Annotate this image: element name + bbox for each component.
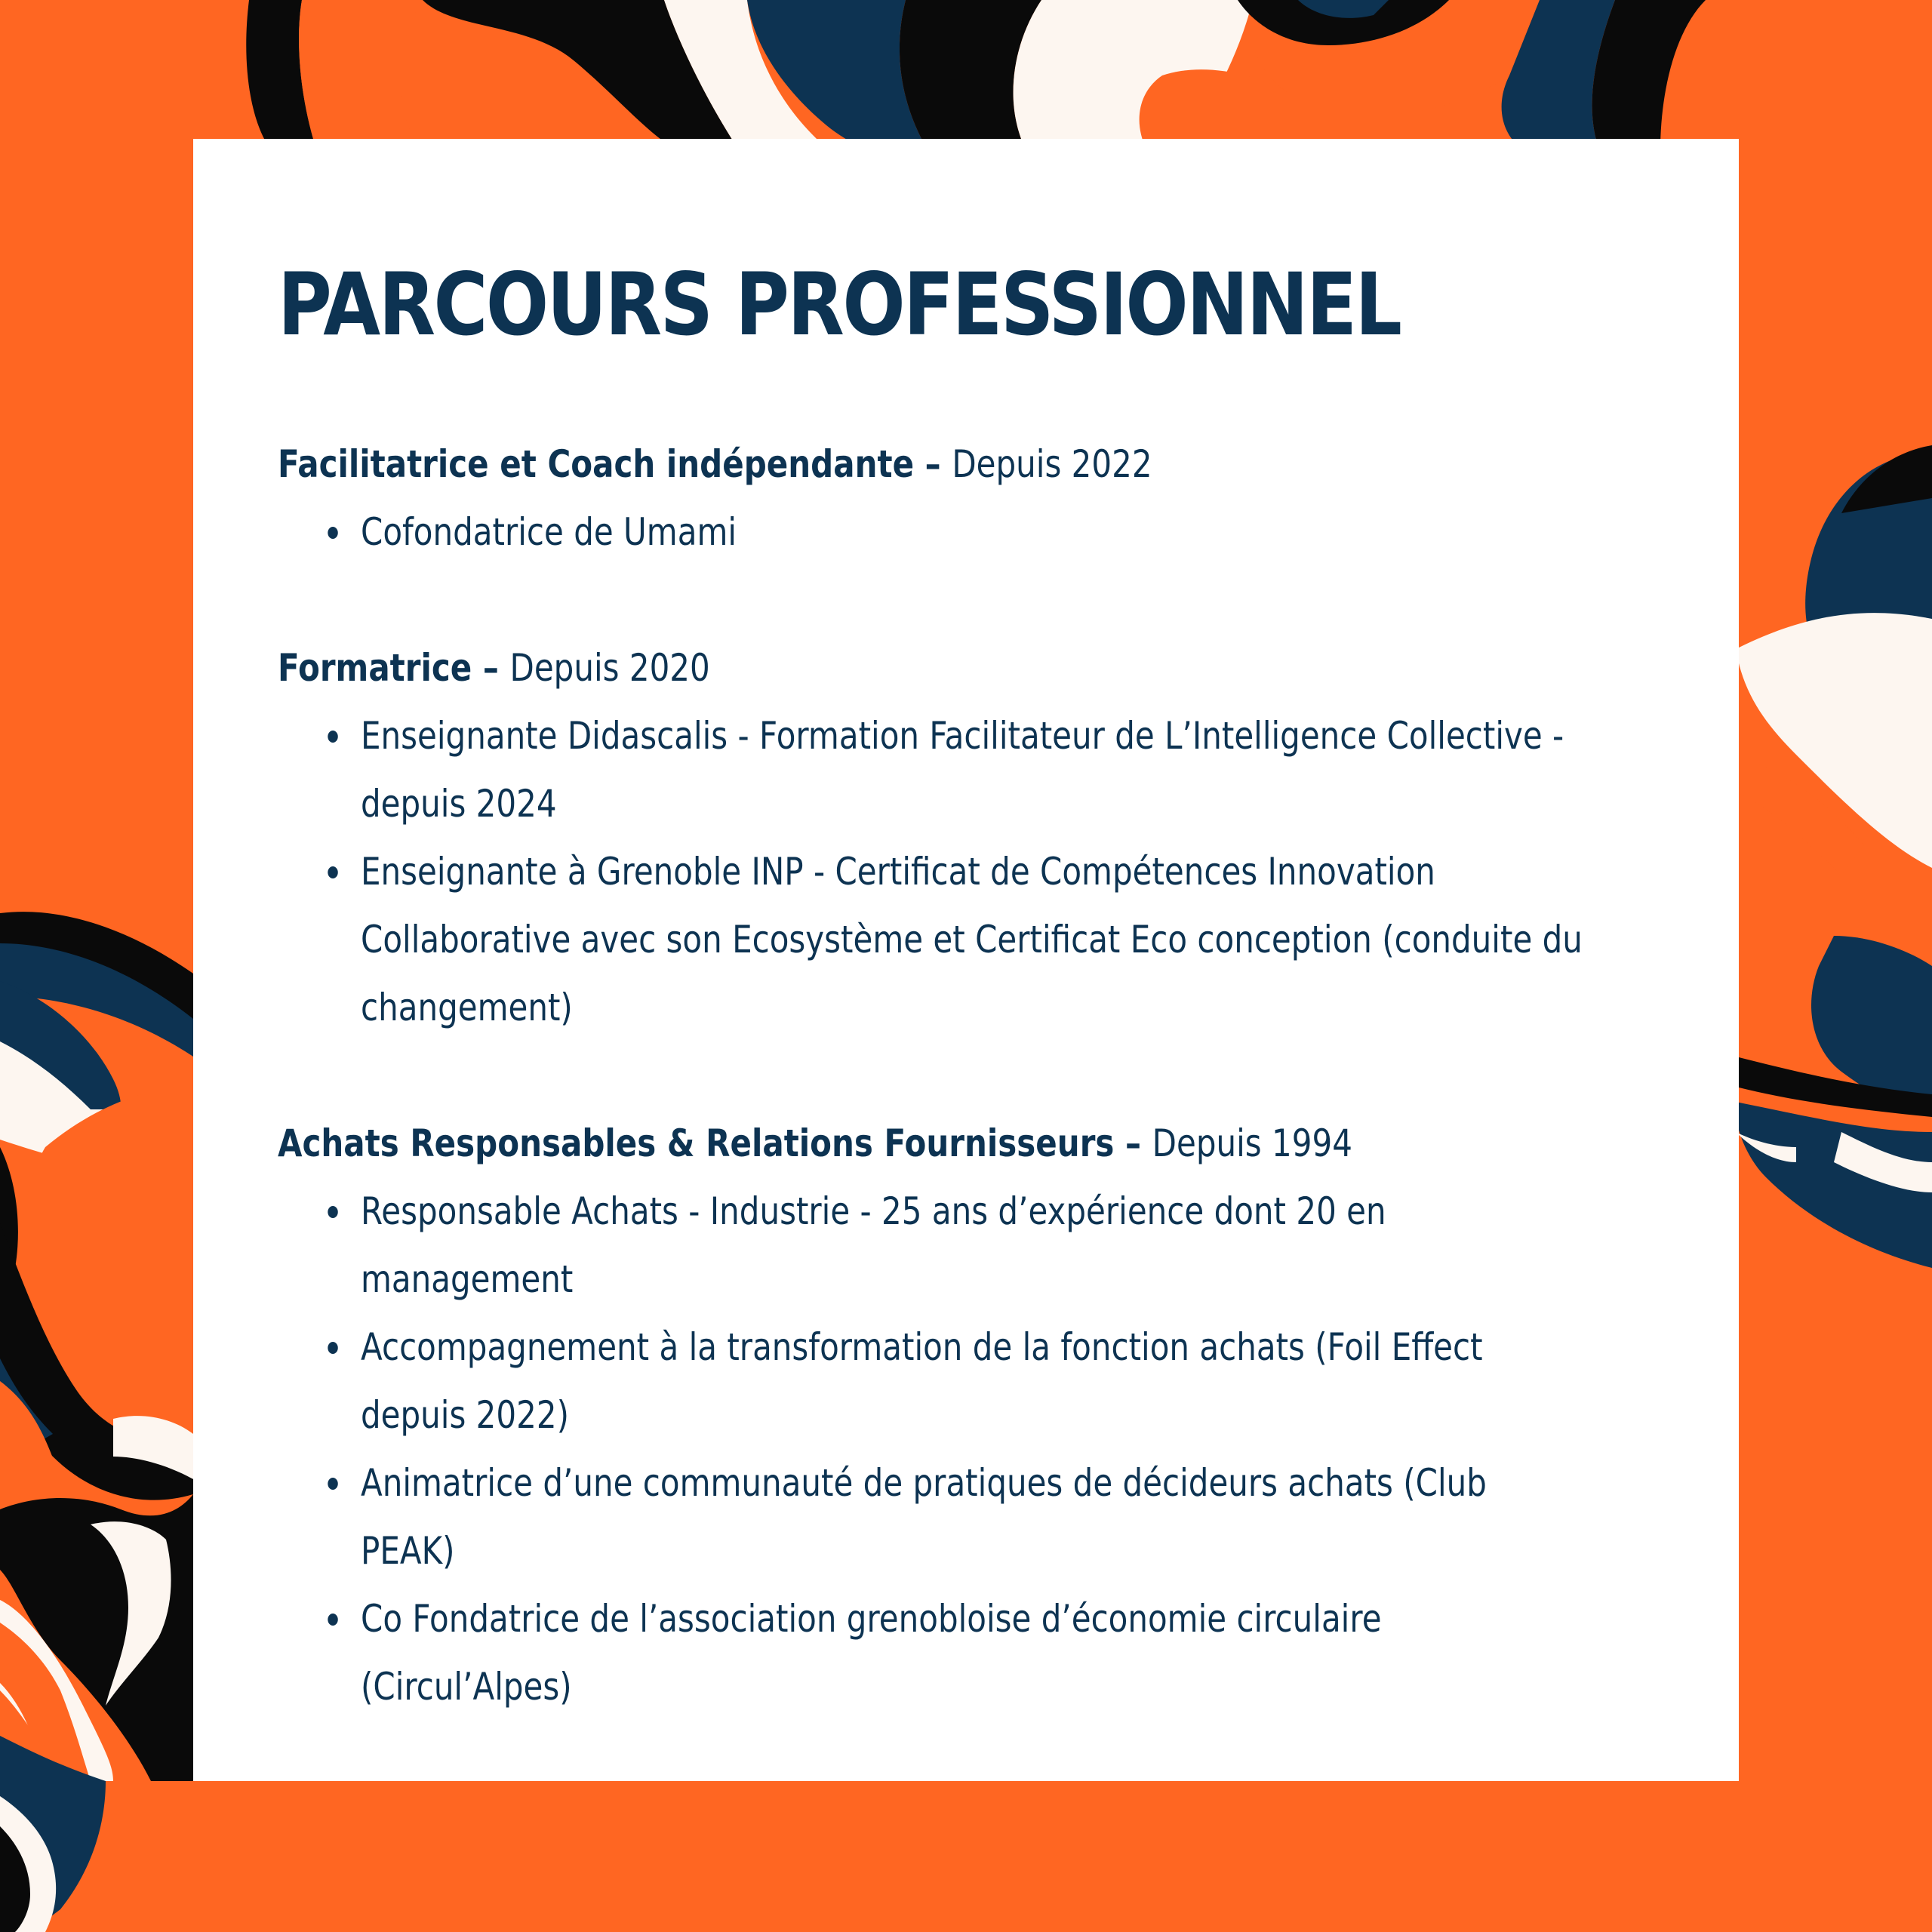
list-item — [361, 1177, 1591, 1313]
role-separator: – — [472, 646, 510, 690]
list-item-text: Responsable Achats - Industrie - 25 ans d’expérience dont 20 en management — [361, 1189, 1386, 1301]
section-heading — [278, 634, 1435, 702]
list-item — [361, 1585, 1591, 1721]
list-item-text: Enseignante Didascalis - Formation Facilitateur de L’Intelligence Collective - depuis 2024 — [361, 714, 1564, 826]
bullet-dot-icon — [328, 527, 337, 539]
experience-section-formatrice — [278, 634, 1656, 1041]
role-title: Formatrice — [278, 646, 472, 690]
role-period: Depuis 1994 — [1152, 1121, 1352, 1165]
right-pattern — [1736, 445, 1932, 1268]
bullet-dot-icon — [328, 866, 337, 878]
list-item — [361, 702, 1591, 838]
section-items — [278, 498, 1656, 566]
page-title: PARCOURS PROFESSIONNEL — [278, 254, 1401, 355]
section-items — [278, 1177, 1656, 1721]
list-item-text: Accompagnement à la transformation de la fonction achats (Foil Effect depuis 2022) — [361, 1325, 1483, 1437]
list-item-text: Animatrice d’une communauté de pratiques de décideurs achats (Club PEAK) — [361, 1461, 1487, 1573]
experience-section-facilitatrice — [278, 430, 1656, 566]
role-separator: – — [1114, 1121, 1152, 1165]
section-heading — [278, 1109, 1435, 1177]
list-item — [361, 838, 1591, 1041]
section-items — [278, 702, 1656, 1041]
list-item-text: Co Fondatrice de l’association grenobloise d’économie circulaire (Circul’Alpes) — [361, 1597, 1382, 1709]
role-period: Depuis 2022 — [952, 442, 1152, 486]
top-pattern — [246, 0, 1706, 151]
role-separator: – — [914, 442, 952, 486]
list-item-text: Enseignante à Grenoble INP - Certificat de Compétences Innovation Collaborative avec son Ecosystème et Certificat Eco conception (conduite du changement) — [361, 850, 1583, 1029]
bullet-dot-icon — [328, 1206, 337, 1218]
list-item — [361, 1449, 1591, 1585]
content-card — [193, 139, 1739, 1781]
left-pattern — [0, 912, 193, 1932]
role-period: Depuis 2020 — [509, 646, 710, 690]
list-item-text: Cofondatrice de Umami — [361, 510, 737, 554]
role-title: Achats Responsables & Relations Fournisseurs — [278, 1121, 1115, 1165]
list-item — [361, 1313, 1591, 1449]
bullet-dot-icon — [328, 731, 337, 743]
section-heading — [278, 430, 1435, 498]
bullet-dot-icon — [328, 1342, 337, 1354]
list-item — [361, 498, 1591, 566]
experience-section-achats — [278, 1109, 1656, 1721]
bullet-dot-icon — [328, 1614, 337, 1626]
role-title: Facilitatrice et Coach indépendante — [278, 442, 915, 486]
bullet-dot-icon — [328, 1478, 337, 1490]
